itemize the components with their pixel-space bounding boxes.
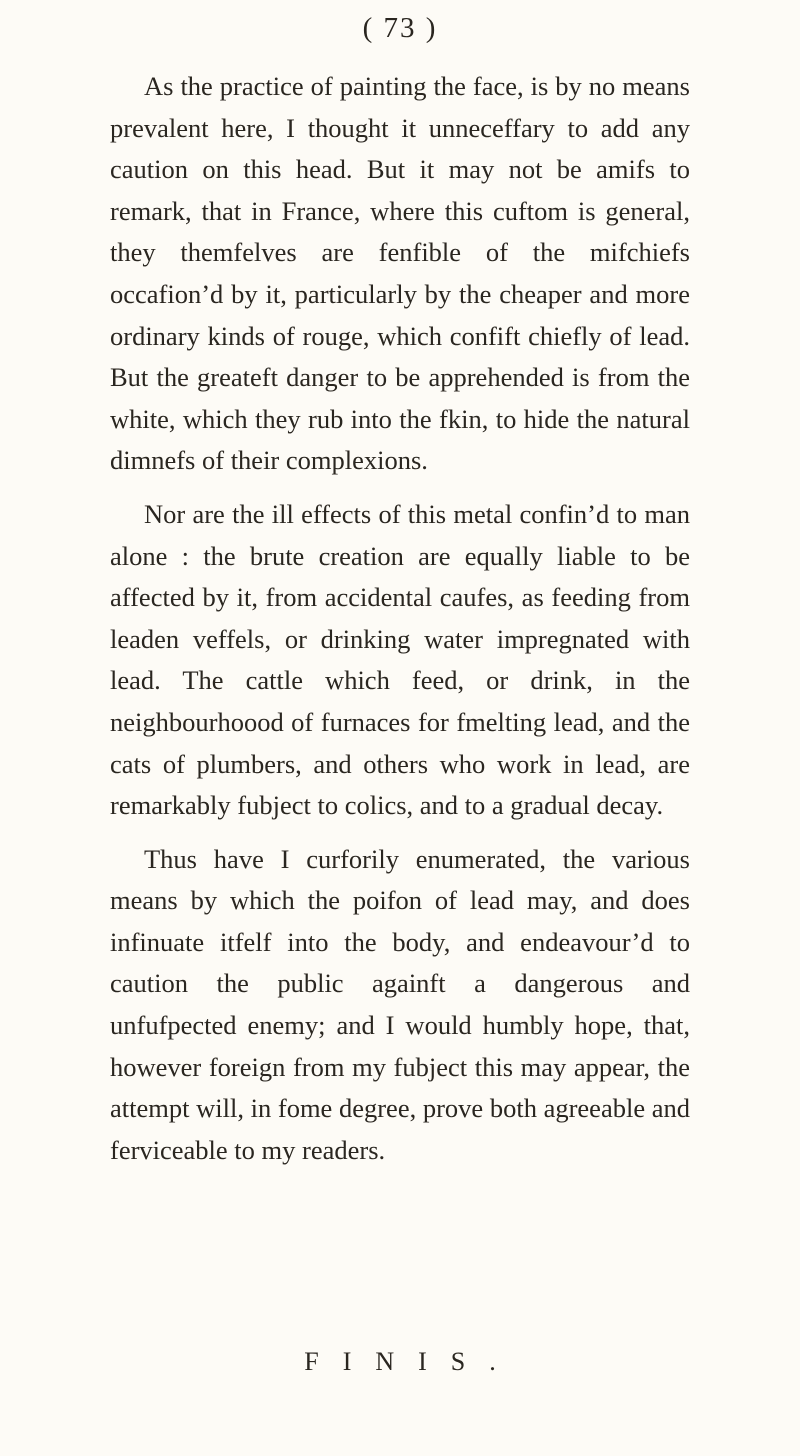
paragraph-rouge-and-white: As the practice of painting the face, is by no means prevalent here, I thought it unneceffary to add any caution on this head. But it may not be amifs to remark, that in France, where this cuftom is general, they themfelves are fenfible of the mifchiefs occafion’d by it, particularly by the cheaper and more ordinary kinds of rouge, which confift chiefly of lead. But the greateft danger to be apprehended is from the white, which they rub into the fkin, to hide the natural dimnefs of their complexions.	[110, 71, 690, 476]
paragraph-gap	[110, 827, 690, 839]
body-text	[110, 66, 690, 1171]
page-number: ( 73 )	[362, 12, 438, 44]
paragraph-conclusion: Thus have I curforily enumerated, the various means by which the poifon of lead may, and does infinuate itfelf into the body, and endeavour’d to caution the public againft a dangerous and unfufpected enemy; and I would humbly hope, that, however foreign from my fubject this may appear, the attempt will, in fome degree, prove both agreeable and ferviceable to my readers.	[110, 843, 690, 1165]
paragraph-brute-creation: Nor are the ill effects of this metal confin’d to man alone : the brute creation are equally liable to be affected by it, from accidental caufes, as feeding from leaden veffels, or drinking water impregnated with lead. The cattle which feed, or drink, in the neighbourhoood of furnaces for fmelting lead, and the cats of plumbers, and others who work in lead, are remarkably fubject to colics, and to a gradual decay.	[110, 498, 690, 821]
paragraph-gap	[110, 482, 690, 494]
finis-heading: FINIS.	[304, 1347, 520, 1376]
